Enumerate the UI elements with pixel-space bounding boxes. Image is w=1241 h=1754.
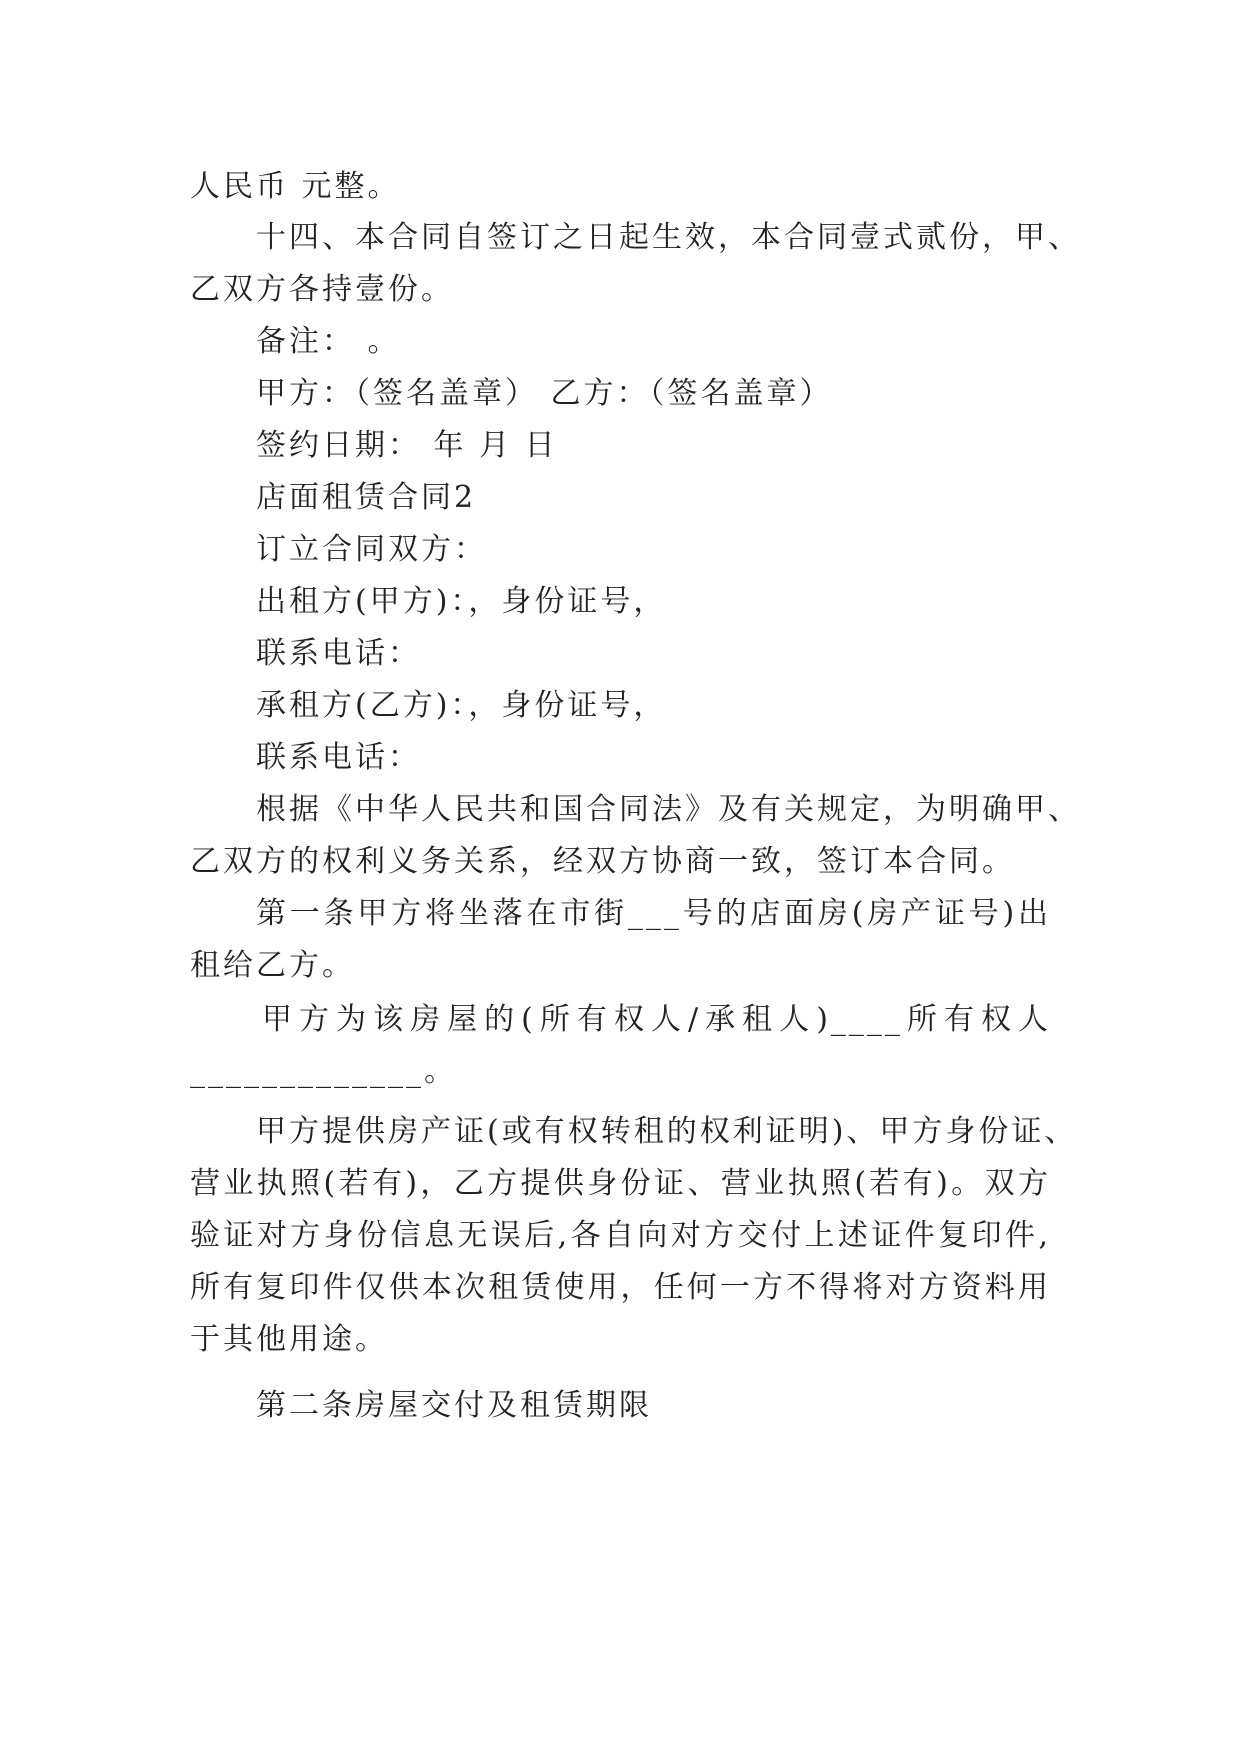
text-line: 联系电话： [256, 636, 421, 671]
text-line: 所有复印件仅供本次租赁使用，任何一方不得将对方资料用 [190, 1270, 1051, 1305]
text-line: 承租方(乙方)：，身份证号， [256, 688, 667, 723]
text-line: 营业执照(若有)，乙方提供身份证、营业执照(若有)。双方 [190, 1166, 1051, 1201]
section-title: 店面租赁合同2 [256, 480, 477, 515]
text-line: 订立合同双方： [256, 532, 487, 567]
text-line: 根据《中华人民共和国合同法》及有关规定，为明确甲、 [256, 792, 1081, 827]
text-line: 于其他用途。 [190, 1322, 388, 1357]
text-line: _____________。 [190, 1054, 457, 1089]
text-line: 甲方为该房屋的(所有权人/承租人)____所有权人 [262, 1002, 1051, 1037]
text-line: 第一条甲方将坐落在市街___号的店面房(房产证号)出 [256, 896, 1051, 931]
text-line: 甲方：（签名盖章） 乙方：（签名盖章） [256, 376, 833, 411]
text-line: 人民币 元整。 [190, 169, 401, 204]
text-line: 十四、本合同自签订之日起生效，本合同壹式贰份，甲、 [256, 220, 1081, 255]
text-line: 验证对方身份信息无误后,各自向对方交付上述证件复印件, [190, 1218, 1051, 1253]
text-line: 乙双方的权利义务关系，经双方协商一致，签订本合同。 [190, 844, 1015, 879]
text-line: 租给乙方。 [190, 948, 355, 983]
text-line: 签约日期： 年 月 日 [256, 428, 558, 463]
text-line: 联系电话： [256, 740, 421, 775]
text-line: 出租方(甲方)：，身份证号， [256, 584, 667, 619]
text-line: 甲方提供房产证(或有权转租的权利证明)、甲方身份证、 [256, 1114, 1078, 1149]
text-line: 第二条房屋交付及租赁期限 [256, 1388, 652, 1423]
text-line: 备注： 。 [256, 324, 401, 359]
text-line: 乙双方各持壹份。 [190, 272, 454, 307]
